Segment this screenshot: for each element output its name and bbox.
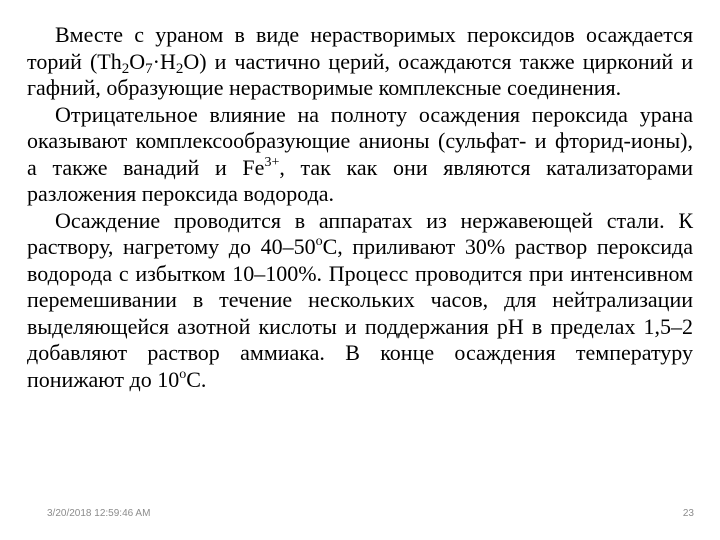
text-run: , так как они являются катализаторами разложения пероксида водорода. <box>27 154 693 206</box>
text-run: Вместе с ураном в виде нерастворимых пероксидов осаждается торий (Th <box>27 22 693 74</box>
paragraph-negative-influence <box>27 102 693 208</box>
footer-datetime: 3/20/2018 12:59:46 AM <box>47 508 151 519</box>
paragraph-thorium <box>27 22 693 102</box>
superscript: о <box>315 234 323 249</box>
subscript: 2 <box>121 60 130 77</box>
text-run: O <box>129 48 146 74</box>
text-run: ·H <box>152 48 176 74</box>
superscript: 3+ <box>264 154 280 170</box>
text-run: С, приливают 30% раствор пероксида водорода с избытком 10–100%. Процесс проводится при интенсивном перемешивании в течение нескольких часов, для нейтрализации выделяющейся азотной кислоты и поддержания pH в пределах 1,5–2 добавляют раствор аммиака. В конце осаждения температуру понижают до 10 <box>27 234 693 392</box>
footer-page-number: 23 <box>682 508 694 519</box>
text-run: O) и частично церий, осаждаются также цирконий и гафний, образующие нерастворимые комплексные соединения. <box>27 48 694 100</box>
text-run: Отрицательное влияние на полноту осаждения пероксида урана оказывают комплексообразующие анионы (сульфат- и фторид-ионы), а также ванадий и Fe <box>27 101 693 180</box>
text-run: С. <box>186 366 207 392</box>
text-run: Осаждение проводится в аппаратах из нержавеющей стали. К раствору, нагретому до 40–50 <box>27 207 693 259</box>
paragraph-precipitation-process <box>27 208 693 394</box>
body-text <box>27 22 693 393</box>
subscript: 7 <box>145 60 153 77</box>
subscript: 2 <box>175 60 184 77</box>
superscript: о <box>179 366 187 382</box>
